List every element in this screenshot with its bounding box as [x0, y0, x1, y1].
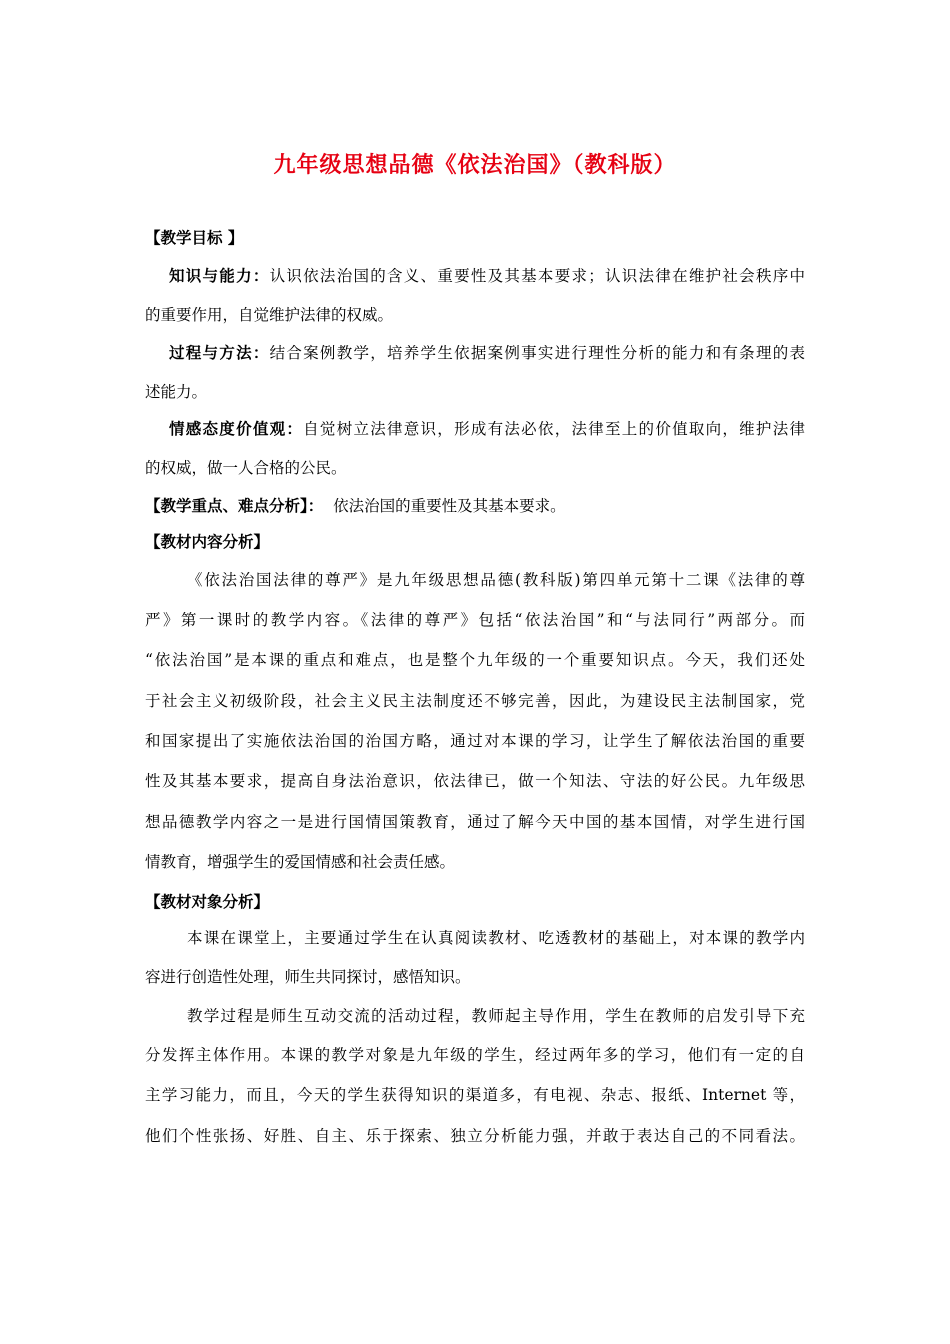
emotion-line-1 — [145, 419, 805, 439]
process-text-1: 结合案例教学，培养学生依据案例事实进行理性分析的能力和有条理的表 — [269, 344, 805, 362]
process-label: 过程与方法： — [169, 343, 270, 362]
content-line-5: 和国家提出了实施依法治国的治国方略，通过对本课的学习，让学生了解依法治国的重要 — [145, 732, 805, 750]
content-line-6: 性及其基本要求，提高自身法治意识，依法律已，做一个知法、守法的好公民。九年级思 — [145, 772, 805, 790]
content-line-4: 于社会主义初级阶段，社会主义民主法制度还不够完善，因此，为建设民主法制国家，党 — [145, 692, 805, 710]
knowledge-line-1 — [145, 266, 805, 286]
process-line-1 — [145, 343, 805, 363]
object-para2-line-1: 教学过程是师生互动交流的活动过程，教师起主导作用，学生在教师的启发引导下充 — [187, 1007, 805, 1025]
object-para2-line-4: 他们个性张扬、好胜、自主、乐于探索、独立分析能力强，并敢于表达自己的不同看法。 — [145, 1127, 805, 1145]
key-points-heading: 【教学重点、难点分析】： — [145, 496, 324, 515]
object-para2-line-3: 主学习能力，而且，今天的学生获得知识的渠道多，有电视、杂志、报纸、Internet 等， — [145, 1086, 805, 1104]
emotion-line-2: 的权威，做一人合格的公民。 — [145, 459, 347, 477]
content-line-1: 《依法治国法律的尊严》是九年级思想品德(教科版)第四单元第十二课《法律的尊 — [187, 571, 805, 589]
knowledge-line-2: 的重要作用，自觉维护法律的权威。 — [145, 306, 394, 324]
object-analysis-heading: 【教材对象分析】 — [145, 892, 270, 911]
object-para1-line-2: 容进行创造性处理，师生共同探讨，感悟知识。 — [145, 968, 471, 986]
process-line-2: 述能力。 — [145, 383, 208, 401]
content-analysis-heading: 【教材内容分析】 — [145, 532, 270, 551]
objectives-heading: 【教学目标 】 — [145, 228, 244, 247]
content-line-2: 严》第一课时的教学内容。《法律的尊严》包括“依法治国”和“与法同行”两部分。而 — [145, 611, 805, 629]
key-points-text: 依法治国的重要性及其基本要求。 — [333, 497, 566, 515]
knowledge-label: 知识与能力： — [169, 266, 270, 285]
document-title: 九年级思想品德《依法治国》（教科版） — [273, 152, 677, 178]
content-line-7: 想品德教学内容之一是进行国情国策教育，通过了解今天中国的基本国情，对学生进行国 — [145, 813, 805, 831]
key-points-line — [145, 496, 805, 516]
emotion-label: 情感态度价值观： — [169, 419, 304, 438]
content-line-8: 情教育，增强学生的爱国情感和社会责任感。 — [145, 853, 456, 871]
knowledge-text-1: 认识依法治国的含义、重要性及其基本要求；认识法律在维护社会秩序中 — [269, 267, 805, 285]
content-line-3: “依法治国”是本课的重点和难点，也是整个九年级的一个重要知识点。今天，我们还处 — [145, 651, 805, 669]
object-para1-line-1: 本课在课堂上，主要通过学生在认真阅读教材、吃透教材的基础上，对本课的教学内 — [187, 929, 805, 947]
emotion-text-1: 自觉树立法律意识，形成有法必依，法律至上的价值取向，维护法律 — [303, 420, 805, 438]
object-para2-line-2: 分发挥主体作用。本课的教学对象是九年级的学生，经过两年多的学习，他们有一定的自 — [145, 1046, 805, 1064]
